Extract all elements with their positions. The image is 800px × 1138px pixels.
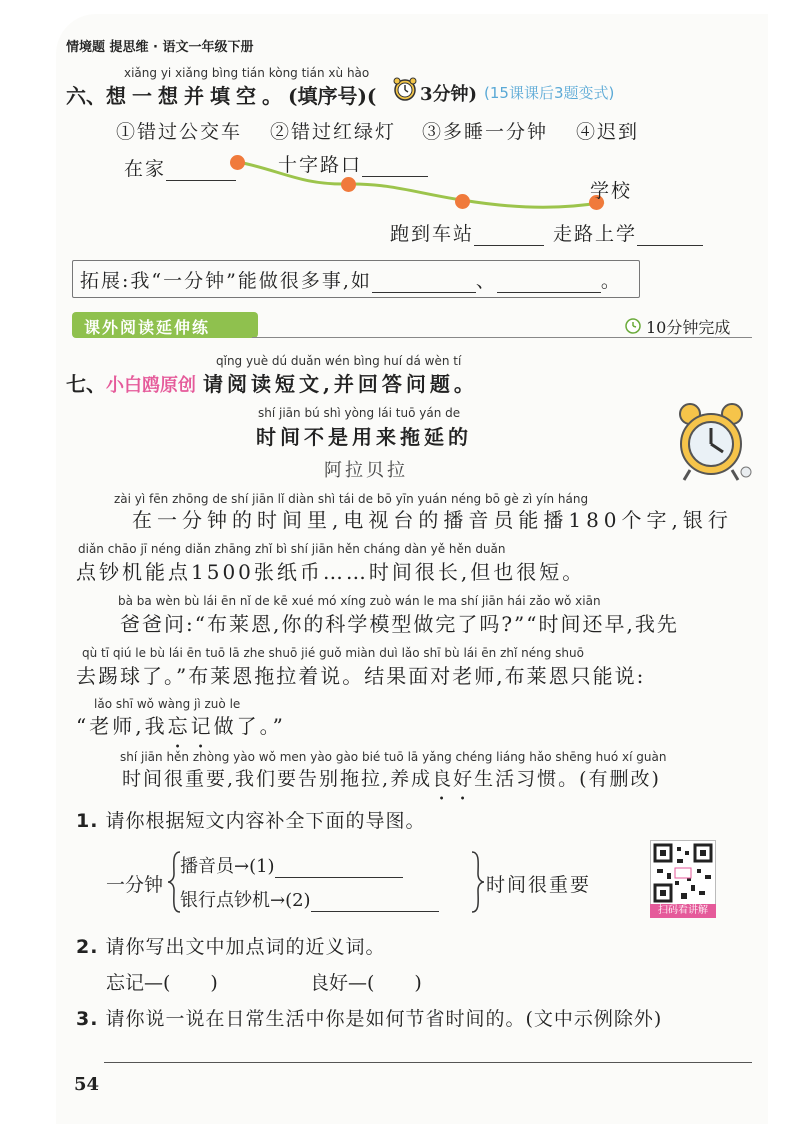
story-title-pinyin: shí jiān bú shì yòng lái tuō yán de — [258, 406, 461, 420]
q6-option-1: ①错过公交车 — [116, 121, 243, 143]
q7-number: 七、 — [66, 372, 106, 396]
q7-title: 请阅读短文,并回答问题。 — [202, 372, 478, 396]
q7-badge: 小白鸥原创 — [106, 375, 196, 396]
sub-q2-b: 良好—( ) — [310, 972, 422, 994]
emph-char: 记 — [190, 714, 214, 738]
story-line-4: 去踢球了。”布莱恩拖拉着说。结果面对老师,布莱恩只能说: — [76, 664, 646, 688]
story-author: 阿拉贝拉 — [324, 460, 408, 481]
story-line-4-pinyin: qù tī qiú le bù lái ēn tuō lā zhe shuō jié guǒ miàn duì lǎo shī bù lái ēn zhǐ néng shuō — [82, 646, 584, 660]
qr-label: 扫码看讲解 — [650, 904, 716, 918]
emph-char: 好 — [453, 768, 475, 790]
extension-line: 拓展:我“一分钟”能做很多事,如 、 。 — [80, 270, 622, 292]
emph-char: 良 — [432, 768, 454, 790]
blank-extension-1[interactable] — [372, 292, 476, 293]
blank-run[interactable] — [474, 245, 544, 246]
story-line-2: 点钞机能点1500张纸币……时间很长,但也很短。 — [76, 560, 586, 584]
sub-q2-a: 忘记—( ) — [106, 972, 218, 994]
blank-home[interactable] — [166, 180, 236, 181]
label-crossroad: 十字路口 — [278, 150, 428, 177]
story-line-1: 在一分钟的时间里,电视台的播音员能播180个字,银行 — [82, 508, 733, 532]
story-line-1-pinyin: zài yì fēn zhōng de shí jiān lǐ diàn shì tái de bō yīn yuán néng bō gè zì yín háng — [114, 492, 589, 506]
story-line-2-pinyin: diǎn chāo jī néng diǎn zhāng zhǐ bì shí jiān hěn cháng dàn yě hěn duǎn — [78, 542, 506, 556]
mindmap-item-2: 银行点钞机→(2) — [180, 886, 439, 912]
header-title: 情境题 提思维 · 语文一年级下册 — [66, 40, 254, 55]
q6-source: (15课课后3题变式) — [484, 84, 615, 102]
blank-mindmap-2[interactable] — [311, 911, 439, 912]
emph-char: 忘 — [167, 714, 191, 738]
alarm-clock-illustration-icon — [670, 400, 754, 484]
blank-extension-2[interactable] — [497, 292, 601, 293]
q6-title: 想一想并填空。 — [106, 84, 288, 108]
q6-hint: (填序号)( — [288, 84, 377, 108]
label-school: 学校 — [590, 180, 633, 202]
alarm-clock-icon — [392, 76, 418, 102]
story-line-3-pinyin: bà ba wèn bù lái ēn nǐ de kē xué mó xíng zuò wán le ma shí jiān hái zǎo wǒ xiān — [118, 594, 601, 608]
blank-walk[interactable] — [637, 245, 703, 246]
sub-q2: 2. 请你写出文中加点词的近义词。 — [76, 936, 386, 958]
q6-option-4: ④迟到 — [576, 121, 640, 143]
story-line-6-pinyin: shí jiān hěn zhòng yào wǒ men yào gào bié tuō lā yǎng chéng liáng hǎo shēng huó xí guàn — [120, 750, 667, 764]
story-line-5: “老师,我忘记做了。” — [76, 710, 286, 739]
route-point-station — [455, 194, 470, 209]
q6-time: 3分钟) — [420, 84, 478, 105]
story-line-5-pinyin: lǎo shī wǒ wàng jì zuò le — [94, 697, 241, 711]
label-walk: 走路上学 — [553, 219, 703, 246]
mindmap-result: 时间很重要 — [486, 874, 592, 896]
q6-option-2: ②错过红绿灯 — [270, 121, 397, 143]
sub-q3: 3. 请你说一说在日常生活中你是如何节省时间的。(文中示例除外) — [76, 1008, 663, 1030]
route-point-crossroad — [341, 177, 356, 192]
story-line-3: 爸爸问:“布莱恩,你的科学模型做完了吗?”“时间还早,我先 — [76, 612, 679, 636]
label-run: 跑到车站 — [390, 219, 544, 246]
story-line-6: 时间很重要,我们要告别拖拉,养成良好生活习惯。(有删改) — [80, 764, 661, 791]
q6-option-3: ③多睡一分钟 — [422, 121, 549, 143]
q7-pinyin: qǐng yuè dú duǎn wén bìng huí dá wèn tí — [216, 354, 462, 368]
q7-heading — [66, 368, 478, 397]
story-title: 时间不是用来拖延的 — [256, 425, 472, 449]
q6-number: 六、 — [66, 84, 106, 108]
answer-line[interactable] — [104, 1062, 752, 1063]
q6-heading — [66, 80, 376, 109]
page-number: 54 — [74, 1074, 100, 1095]
q6-pinyin: xiǎng yi xiǎng bìng tián kòng tián xù hào — [124, 66, 370, 80]
reading-banner-text: 课外阅读延伸练 — [84, 318, 211, 337]
sub-q1: 1. 请你根据短文内容补全下面的导图。 — [76, 810, 426, 832]
blank-crossroad[interactable] — [362, 176, 428, 177]
mindmap-item-1: 播音员→(1) — [180, 852, 403, 878]
mindmap-root: 一分钟 — [106, 874, 164, 896]
blank-mindmap-1[interactable] — [275, 877, 403, 878]
qr-code[interactable] — [650, 840, 716, 906]
right-brace — [470, 850, 486, 914]
label-home: 在家 — [124, 154, 236, 181]
reading-time: 10分钟完成 — [646, 318, 731, 337]
clock-icon — [624, 316, 642, 334]
